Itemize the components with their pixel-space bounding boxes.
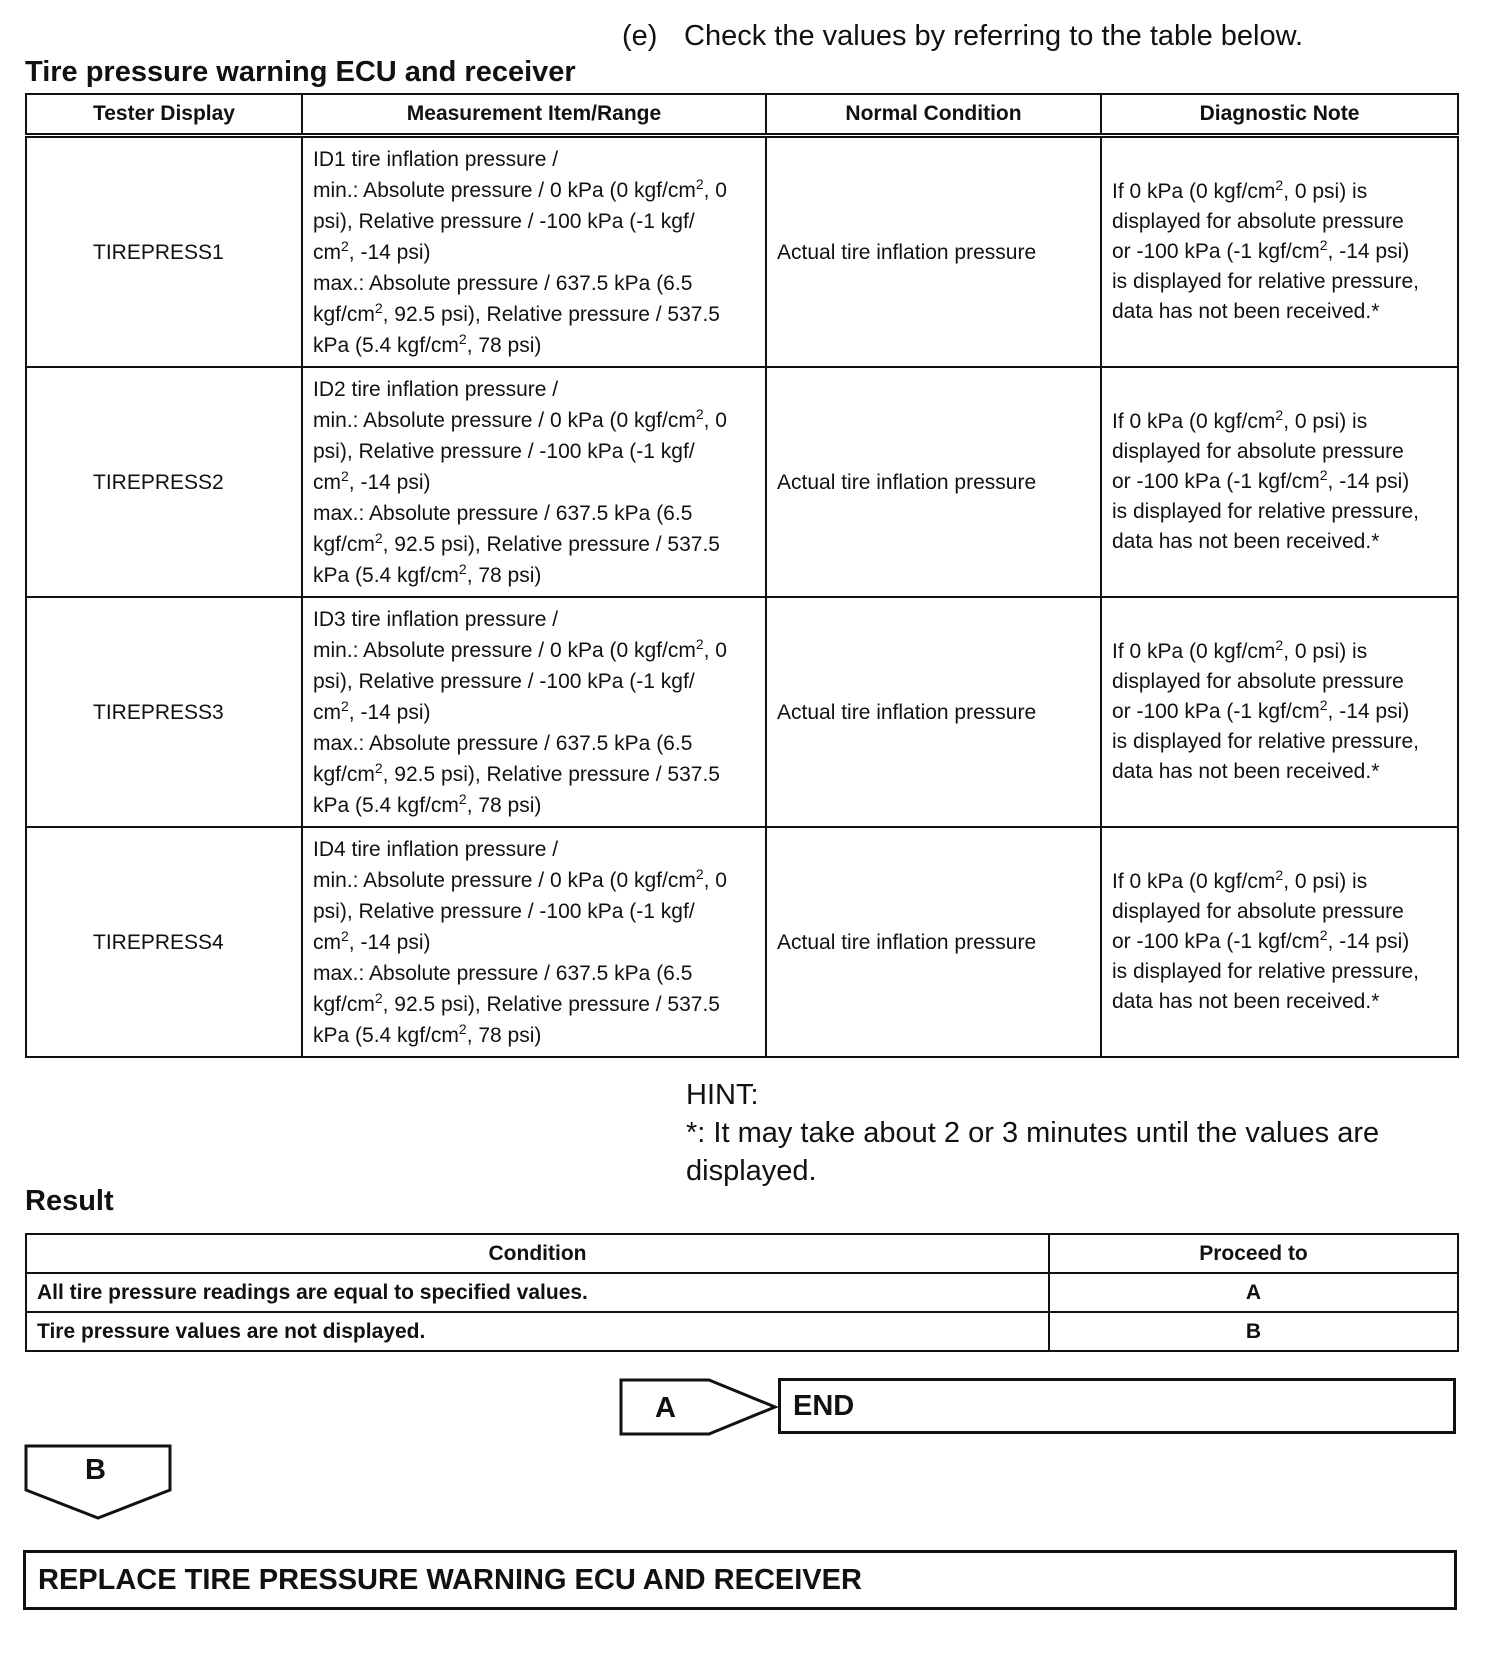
measurement-range-cell bbox=[302, 136, 766, 368]
range-line: min.: Absolute pressure / 0 kPa (0 kgf/$cm^2$, 0 bbox=[313, 635, 727, 662]
header-measurement-item: Measurement Item/Range bbox=[302, 94, 766, 136]
range-line: psi), Relative pressure / -100 kPa (-1 kgf/ bbox=[313, 209, 695, 233]
section-title: Tire pressure warning ECU and receiver bbox=[25, 56, 576, 88]
range-line: kgf/$cm^2$, 92.5 psi), Relative pressure / 537.5 bbox=[313, 299, 720, 326]
diagnostic-note-cell bbox=[1101, 597, 1458, 827]
result-condition: Tire pressure values are not displayed. bbox=[26, 1312, 1049, 1351]
note-line: data has not been received.* bbox=[1112, 530, 1380, 553]
step-instruction bbox=[622, 20, 1303, 53]
range-line: max.: Absolute pressure / 637.5 kPa (6.5 bbox=[313, 271, 693, 295]
step-label: (e) bbox=[622, 20, 658, 52]
range-line: kPa (5.4 kgf/$cm^2$, 78 psi) bbox=[313, 330, 542, 357]
note-line: displayed for absolute pressure bbox=[1112, 210, 1404, 233]
header-proceed-to: Proceed to bbox=[1049, 1234, 1458, 1273]
range-line: min.: Absolute pressure / 0 kPa (0 kgf/$cm^2$, 0 bbox=[313, 865, 727, 892]
note-line: data has not been received.* bbox=[1112, 760, 1380, 783]
note-line: displayed for absolute pressure bbox=[1112, 440, 1404, 463]
result-proceed: A bbox=[1049, 1273, 1458, 1312]
range-line: ID4 tire inflation pressure / bbox=[313, 837, 559, 861]
normal-condition-cell bbox=[766, 136, 1101, 368]
range-line: min.: Absolute pressure / 0 kPa (0 kgf/$cm^2$, 0 bbox=[313, 405, 727, 432]
range-line: kgf/$cm^2$, 92.5 psi), Relative pressure / 537.5 bbox=[313, 989, 720, 1016]
header-condition: Condition bbox=[26, 1234, 1049, 1273]
note-line: or -100 kPa (-1 kgf/$cm^2$, -14 psi) bbox=[1112, 927, 1410, 953]
range-line: psi), Relative pressure / -100 kPa (-1 kgf/ bbox=[313, 439, 695, 463]
measurement-range-cell bbox=[302, 367, 766, 597]
flow-b-label: B bbox=[85, 1454, 106, 1486]
tester-display-cell bbox=[26, 597, 302, 827]
range-line: max.: Absolute pressure / 637.5 kPa (6.5 bbox=[313, 961, 693, 985]
range-line: $cm^2$, -14 psi) bbox=[313, 237, 431, 264]
data-table bbox=[25, 93, 1459, 1058]
tester-display-value: TIREPRESS4 bbox=[93, 930, 224, 954]
result-row bbox=[26, 1312, 1458, 1351]
note-line: data has not been received.* bbox=[1112, 990, 1380, 1013]
table-row bbox=[26, 827, 1458, 1057]
header-normal-condition: Normal Condition bbox=[766, 94, 1101, 136]
data-table-header-row bbox=[26, 94, 1458, 136]
flow-a-label: A bbox=[655, 1392, 676, 1424]
tester-display-cell bbox=[26, 827, 302, 1057]
range-line: min.: Absolute pressure / 0 kPa (0 kgf/$cm^2$, 0 bbox=[313, 175, 727, 202]
range-line: kPa (5.4 kgf/$cm^2$, 78 psi) bbox=[313, 790, 542, 817]
note-line: data has not been received.* bbox=[1112, 300, 1380, 323]
note-line: is displayed for relative pressure, bbox=[1112, 960, 1419, 983]
header-diagnostic-note: Diagnostic Note bbox=[1101, 94, 1458, 136]
hint-line: *: It may take about 2 or 3 minutes until the values are bbox=[686, 1117, 1380, 1149]
table-row bbox=[26, 136, 1458, 368]
range-line: $cm^2$, -14 psi) bbox=[313, 467, 431, 494]
note-line: If 0 kPa (0 kgf/$cm^2$, 0 psi) is bbox=[1112, 637, 1368, 663]
tester-display-cell bbox=[26, 136, 302, 368]
normal-condition-value: Actual tire inflation pressure bbox=[777, 470, 1037, 494]
note-line: If 0 kPa (0 kgf/$cm^2$, 0 psi) is bbox=[1112, 407, 1368, 433]
flow-arrow-b-icon bbox=[24, 1444, 172, 1520]
normal-condition-value: Actual tire inflation pressure bbox=[777, 240, 1037, 264]
note-line: If 0 kPa (0 kgf/$cm^2$, 0 psi) is bbox=[1112, 867, 1368, 893]
range-line: kPa (5.4 kgf/$cm^2$, 78 psi) bbox=[313, 560, 542, 587]
tester-display-value: TIREPRESS1 bbox=[93, 240, 224, 264]
tester-display-value: TIREPRESS3 bbox=[93, 700, 224, 724]
range-line: max.: Absolute pressure / 637.5 kPa (6.5 bbox=[313, 731, 693, 755]
range-line: kPa (5.4 kgf/$cm^2$, 78 psi) bbox=[313, 1020, 542, 1047]
diagnostic-note-cell bbox=[1101, 367, 1458, 597]
normal-condition-value: Actual tire inflation pressure bbox=[777, 930, 1037, 954]
measurement-range-cell bbox=[302, 827, 766, 1057]
range-line: ID2 tire inflation pressure / bbox=[313, 377, 559, 401]
hint-block bbox=[686, 1076, 1379, 1190]
tester-display-value: TIREPRESS2 bbox=[93, 470, 224, 494]
flow-arrow-a-icon bbox=[619, 1378, 779, 1436]
range-line: kgf/$cm^2$, 92.5 psi), Relative pressure / 537.5 bbox=[313, 759, 720, 786]
normal-condition-value: Actual tire inflation pressure bbox=[777, 700, 1037, 724]
note-line: or -100 kPa (-1 kgf/$cm^2$, -14 psi) bbox=[1112, 237, 1410, 263]
range-line: ID1 tire inflation pressure / bbox=[313, 147, 559, 171]
table-row bbox=[26, 597, 1458, 827]
note-line: is displayed for relative pressure, bbox=[1112, 500, 1419, 523]
note-line: displayed for absolute pressure bbox=[1112, 900, 1404, 923]
note-line: or -100 kPa (-1 kgf/$cm^2$, -14 psi) bbox=[1112, 467, 1410, 493]
hint-label: HINT: bbox=[686, 1079, 759, 1111]
note-line: displayed for absolute pressure bbox=[1112, 670, 1404, 693]
range-line: $cm^2$, -14 psi) bbox=[313, 697, 431, 724]
step-text: Check the values by referring to the table below. bbox=[684, 20, 1304, 52]
tester-display-cell bbox=[26, 367, 302, 597]
result-proceed: B bbox=[1049, 1312, 1458, 1351]
normal-condition-cell bbox=[766, 827, 1101, 1057]
measurement-range-cell bbox=[302, 597, 766, 827]
range-line: max.: Absolute pressure / 637.5 kPa (6.5 bbox=[313, 501, 693, 525]
result-title: Result bbox=[25, 1185, 114, 1217]
diagnostic-note-cell bbox=[1101, 136, 1458, 368]
range-line: $cm^2$, -14 psi) bbox=[313, 927, 431, 954]
note-line: or -100 kPa (-1 kgf/$cm^2$, -14 psi) bbox=[1112, 697, 1410, 723]
replace-action-box: REPLACE TIRE PRESSURE WARNING ECU AND RECEIVER bbox=[23, 1550, 1457, 1610]
normal-condition-cell bbox=[766, 367, 1101, 597]
diagnostic-note-cell bbox=[1101, 827, 1458, 1057]
normal-condition-cell bbox=[766, 597, 1101, 827]
range-line: kgf/$cm^2$, 92.5 psi), Relative pressure / 537.5 bbox=[313, 529, 720, 556]
range-line: ID3 tire inflation pressure / bbox=[313, 607, 559, 631]
header-tester-display: Tester Display bbox=[26, 94, 302, 136]
range-line: psi), Relative pressure / -100 kPa (-1 kgf/ bbox=[313, 669, 695, 693]
end-box: END bbox=[778, 1378, 1456, 1434]
note-line: is displayed for relative pressure, bbox=[1112, 270, 1419, 293]
hint-line: displayed. bbox=[686, 1155, 817, 1187]
range-line: psi), Relative pressure / -100 kPa (-1 kgf/ bbox=[313, 899, 695, 923]
result-header-row bbox=[26, 1234, 1458, 1273]
result-table bbox=[25, 1233, 1459, 1352]
table-row bbox=[26, 367, 1458, 597]
result-condition: All tire pressure readings are equal to specified values. bbox=[26, 1273, 1049, 1312]
result-row bbox=[26, 1273, 1458, 1312]
note-line: is displayed for relative pressure, bbox=[1112, 730, 1419, 753]
note-line: If 0 kPa (0 kgf/$cm^2$, 0 psi) is bbox=[1112, 177, 1368, 203]
